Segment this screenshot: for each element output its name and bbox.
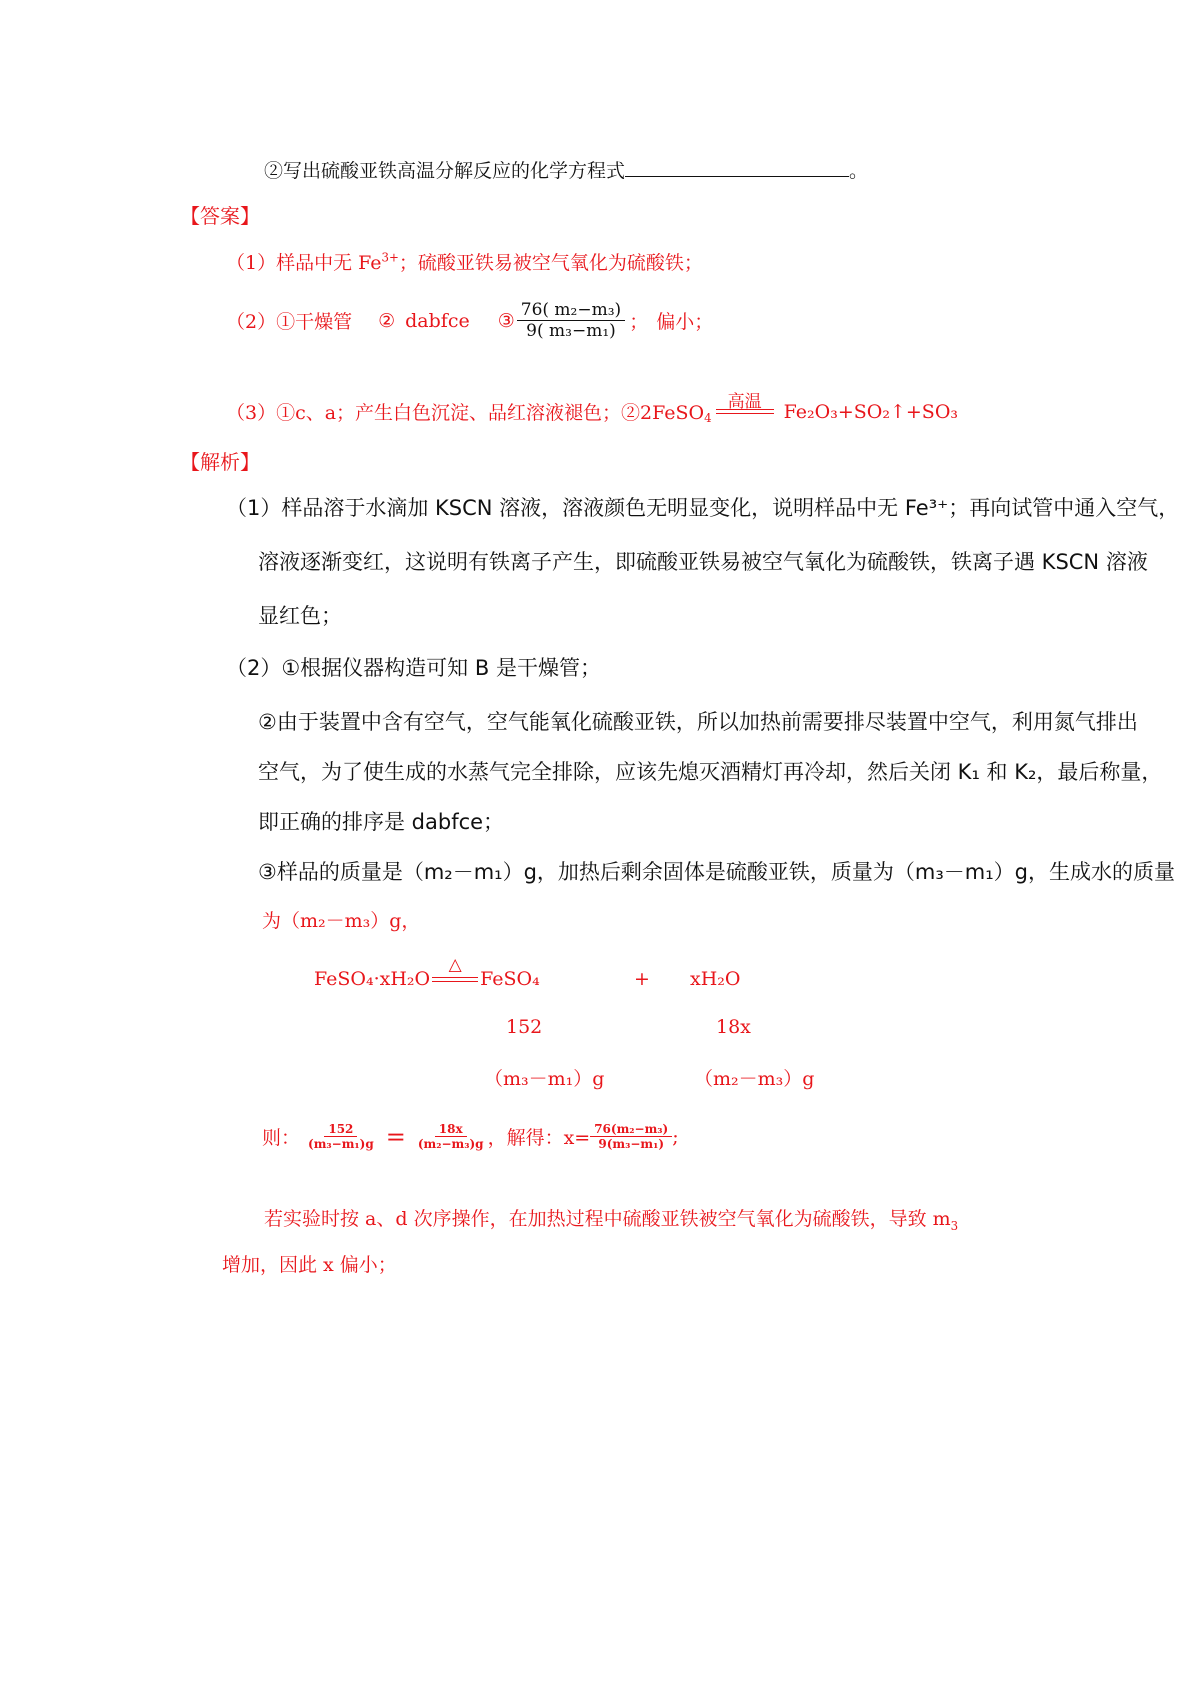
result-numerator: 76(m₂−m₃) [590, 1122, 672, 1137]
question-end: 。 [849, 160, 869, 182]
heat-equals [432, 954, 478, 982]
question-line [264, 156, 868, 183]
answer-line-2 [226, 300, 713, 341]
molar-mass-2: 18x [716, 1016, 751, 1038]
analysis-p2-line1: （2）①根据仪器构造可知 B 是干燥管； [226, 656, 601, 680]
ratio-1-denominator: (m₃−m₁)g [308, 1137, 374, 1151]
ratio-2-numerator: 18x [435, 1122, 467, 1137]
answer-blank [625, 160, 849, 177]
conclusion-text: 若实验时按 a、d 次序操作，在加热过程中硫酸亚铁被空气氧化为硫酸铁，导致 m [264, 1208, 951, 1230]
analysis-p1-line1: （1）样品溶于水滴加 KSCN 溶液，溶液颜色无明显变化，说明样品中无 Fe³⁺；再向试管中通入空气， [226, 496, 1180, 520]
fraction-numerator: 76( m₂−m₃) [517, 300, 625, 321]
answer-3-text: （3）①c、a；产生白色沉淀、品红溶液褪色；②2FeSO [226, 402, 705, 424]
ratio-equals: = [385, 1122, 406, 1151]
analysis-p2-line3: 空气，为了使生成的水蒸气完全排除，应该先熄灭酒精灯再冷却，然后关闭 K₁ 和 K₂，最后称量， [258, 760, 1163, 784]
answer-3-products: Fe₂O₃+SO₂↑+SO₃ [783, 400, 959, 423]
ratio-2-denominator: (m₂−m₃)g [417, 1137, 484, 1151]
answer-2-circle2: ② [378, 309, 396, 332]
analysis-p1-line3: 显红色； [258, 604, 342, 628]
high-temp-label: 高温 [727, 392, 762, 412]
answer-2-fraction [517, 300, 625, 341]
answer-line-1 [226, 248, 703, 275]
molar-mass-1: 152 [506, 1016, 543, 1038]
analysis-p2-line2: ②由于装置中含有空气，空气能氧化硫酸亚铁，所以加热前需要排尽装置中空气，利用氮气排出 [258, 710, 1138, 734]
conclusion-line-2: 增加，因此 x 偏小； [222, 1254, 397, 1276]
mass-2: （m₂－m₃）g [694, 1068, 815, 1090]
mass-1: （m₃－m₁）g [484, 1068, 605, 1090]
ratio-prefix: 则： [262, 1127, 301, 1149]
answer-2-result: 偏小； [656, 311, 714, 333]
conclusion-sub: 3 [950, 1218, 959, 1233]
answer-1-text: （1）样品中无 Fe [226, 252, 382, 274]
result-fraction [590, 1122, 672, 1151]
result-semicolon: ; [672, 1125, 679, 1148]
ratio-line [262, 1122, 679, 1151]
answer-2-order: dabfce [405, 309, 470, 332]
solve-label: ，解得：x= [487, 1127, 591, 1149]
ratio-1-numerator: 152 [324, 1122, 357, 1137]
ratio-fraction-2 [414, 1122, 488, 1151]
analysis-p2-line4: 即正确的排序是 dabfce； [258, 810, 505, 834]
plus-sign: + [634, 968, 650, 990]
result-denominator: 9(m₃−m₁) [598, 1137, 665, 1151]
answer-line-3 [226, 392, 959, 425]
analysis-p1-line2: 溶液逐渐变红，这说明有铁离子产生，即硫酸亚铁易被空气氧化为硫酸铁，铁离子遇 KSCN 溶液 [258, 550, 1148, 574]
fraction-denominator: 9( m₃−m₁) [526, 321, 616, 341]
answer-2-semicolon: ； [629, 311, 649, 333]
answer-1-reason: ；硫酸亚铁易被空气氧化为硫酸铁； [398, 252, 703, 274]
product-1: FeSO₄ [480, 968, 540, 990]
question-text: ②写出硫酸亚铁高温分解反应的化学方程式 [264, 160, 626, 182]
conclusion-line-1 [264, 1204, 958, 1233]
product-2: xH₂O [690, 968, 741, 990]
answer-2-circle3: ③ [497, 309, 515, 332]
reactant: FeSO₄·xH₂O [314, 968, 431, 990]
answer-heading: 【答案】 [180, 204, 260, 228]
fe-charge: 3+ [381, 250, 399, 265]
analysis-p2-line6: 为（m₂－m₃）g， [262, 910, 421, 932]
high-temp-equals [716, 392, 774, 414]
ratio-fraction-1 [304, 1122, 378, 1151]
reaction-equation [314, 954, 540, 990]
heat-symbol: △ [448, 954, 462, 975]
answer-2-part1: （2）①干燥管 [226, 311, 353, 333]
analysis-heading: 【解析】 [180, 450, 260, 474]
analysis-p2-line5: ③样品的质量是（m₂－m₁）g，加热后剩余固体是硫酸亚铁，质量为（m₃－m₁）g，生成水的质量 [258, 860, 1175, 884]
answer-3-sub: 4 [704, 411, 712, 425]
